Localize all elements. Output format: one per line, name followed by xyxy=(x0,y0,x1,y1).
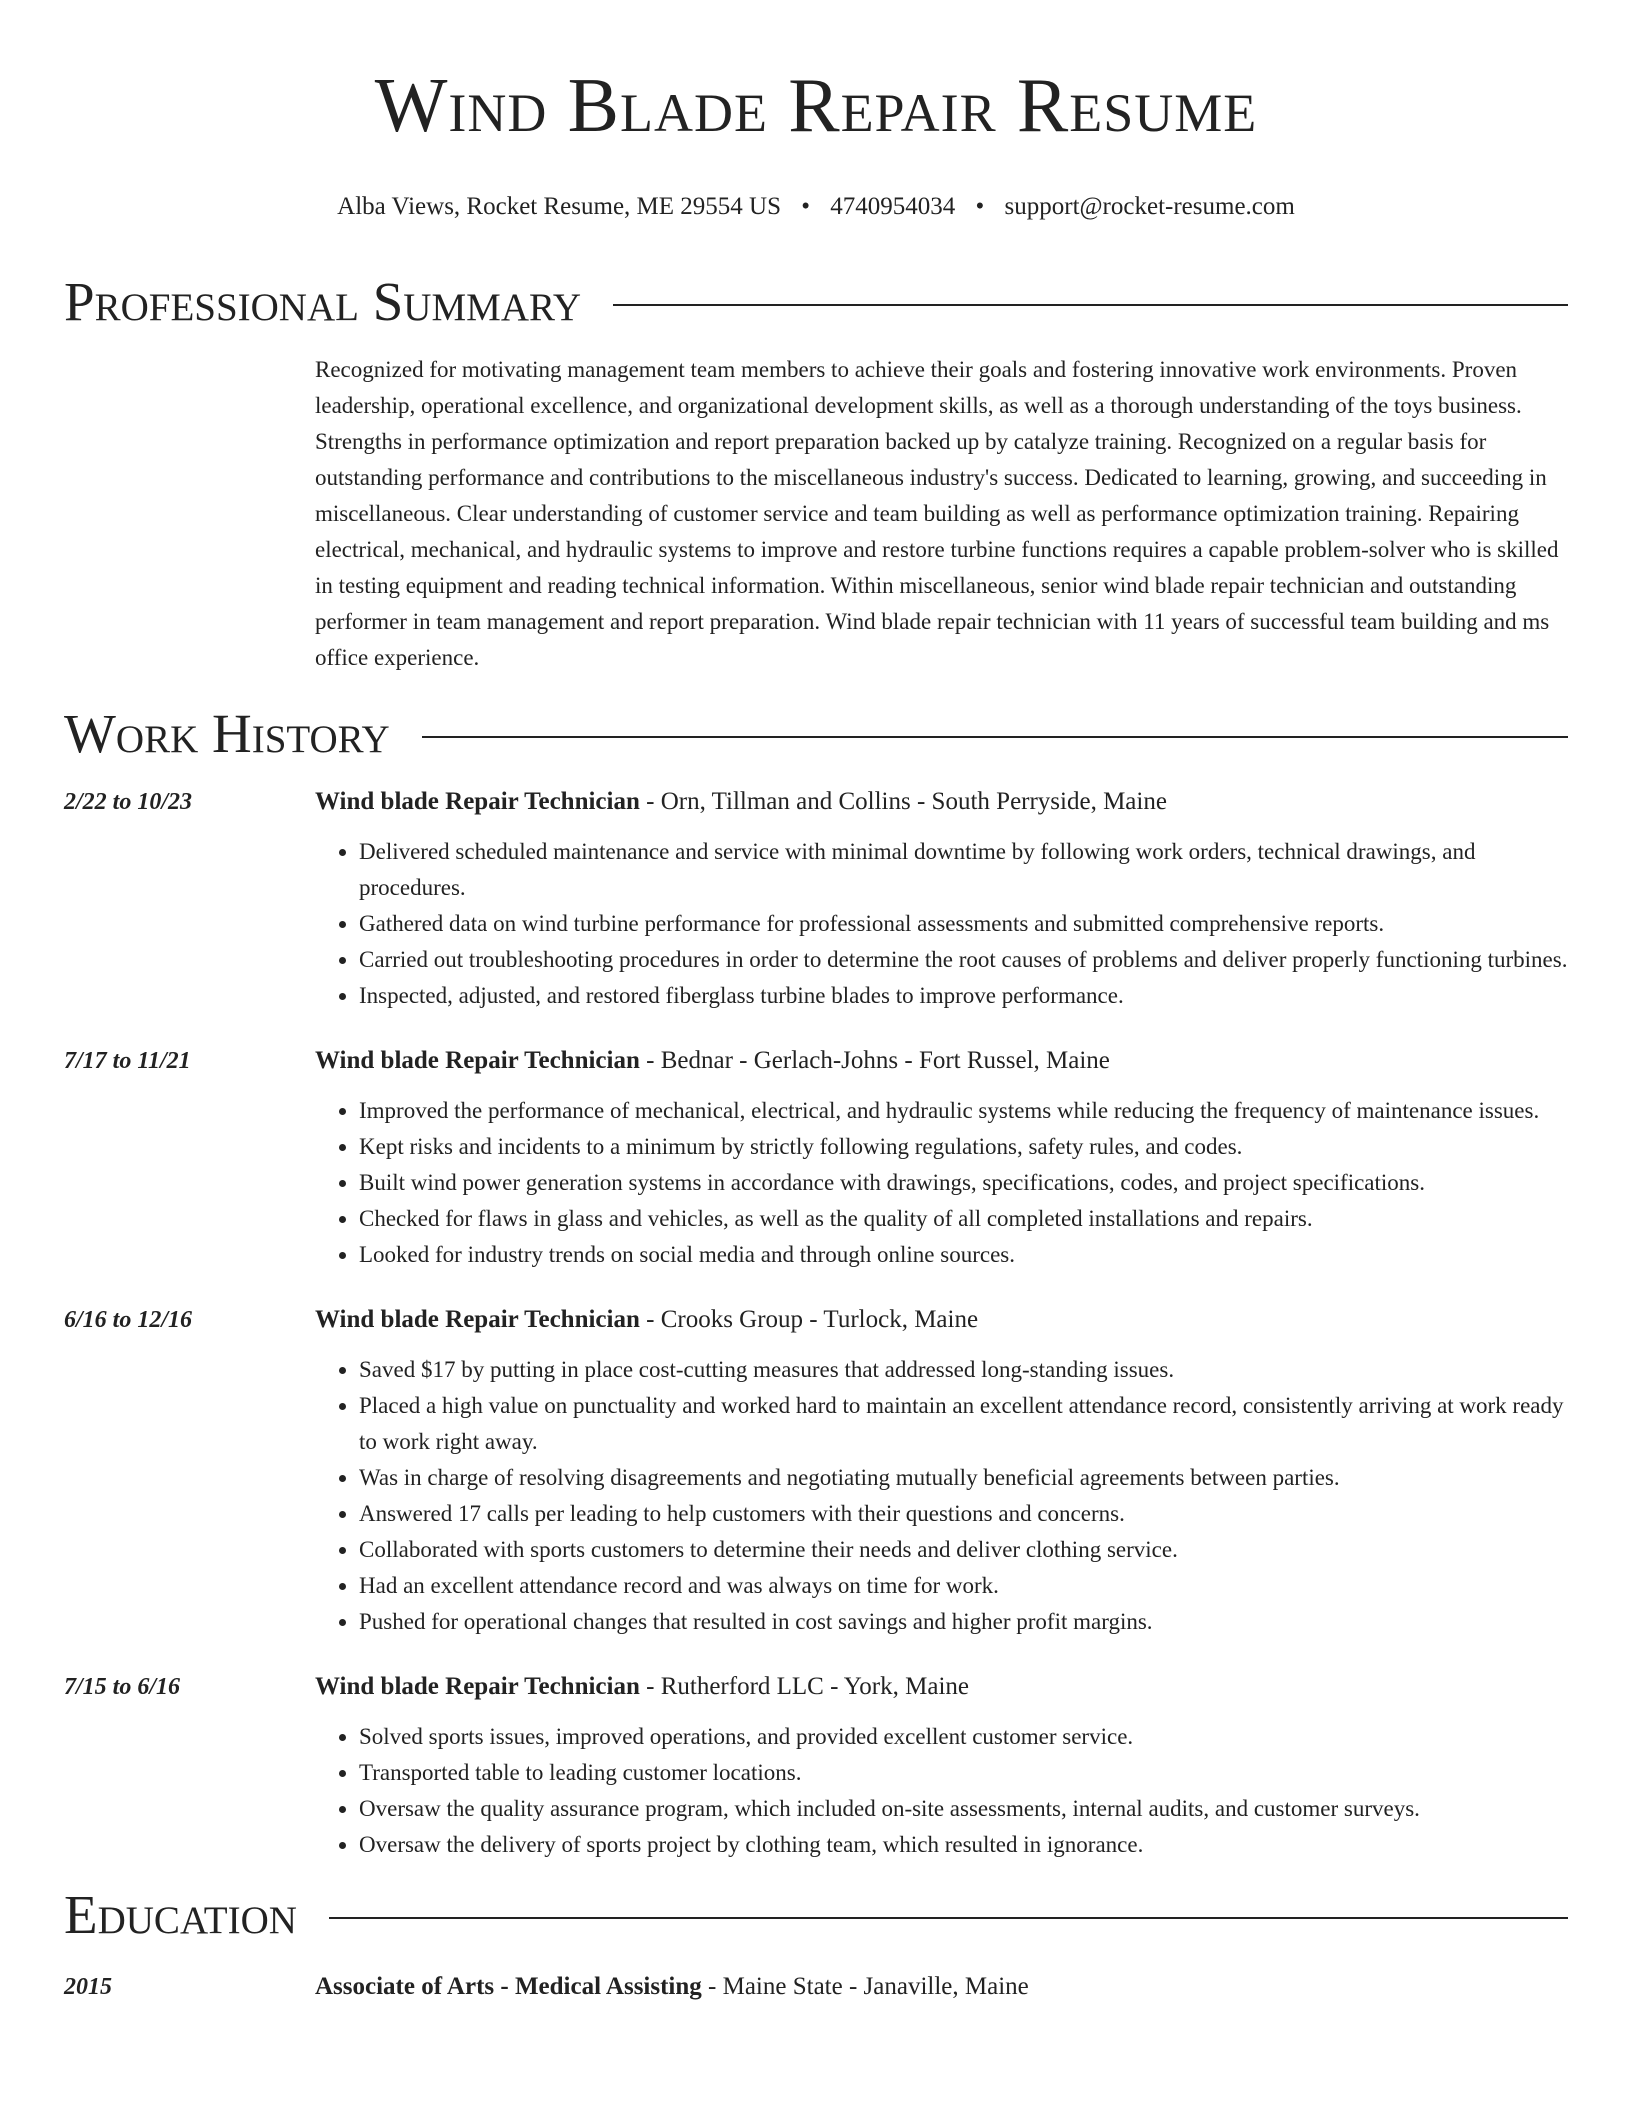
job-bullet: • Kept risks and incidents to a minimum by strictly following regulations, safety rules, and codes. xyxy=(359,1129,1568,1165)
job-bullet: • Delivered scheduled maintenance and service with minimal downtime by following work orders, technical drawings, and procedures. xyxy=(359,834,1568,906)
job-dates: 7/15 to 6/16 xyxy=(64,1674,181,1700)
job-bullet: • Answered 17 calls per leading to help customers with their questions and concerns. xyxy=(359,1496,1568,1532)
contact-address: Alba Views, Rocket Resume, ME 29554 US xyxy=(337,193,781,220)
education-title-line xyxy=(315,1969,1568,2005)
education-degree: Associate of Arts - Medical Assisting xyxy=(315,1973,702,2000)
job-entry xyxy=(64,1669,1568,1863)
job-bullet: • Pushed for operational changes that resulted in cost savings and higher profit margins. xyxy=(359,1604,1568,1640)
job-title-line xyxy=(315,1302,1568,1338)
job-employer: - Bednar - Gerlach-Johns - Fort Russel, Maine xyxy=(639,1047,1110,1074)
education-school: - Maine State - Janaville, Maine xyxy=(701,1973,1029,2000)
job-title-line xyxy=(315,1669,1568,1705)
job-bullet: • Looked for industry trends on social media and through online sources. xyxy=(359,1237,1568,1273)
resume-title: Wind Blade Repair Resume xyxy=(374,62,1258,148)
contact-line xyxy=(64,192,1568,222)
job-details xyxy=(315,1043,1568,1273)
summary-heading: Professional Summary xyxy=(64,271,582,332)
job-bullet: • Collaborated with sports customers to determine their needs and deliver clothing service. xyxy=(359,1532,1568,1568)
job-dates: 2/22 to 10/23 xyxy=(64,789,193,815)
job-bullet: • Carried out troubleshooting procedures in order to determine the root causes of problems and deliver properly functioning turbines. xyxy=(359,942,1568,978)
job-bullets xyxy=(315,834,1568,1014)
job-employer: - Orn, Tillman and Collins - South Perryside, Maine xyxy=(639,788,1167,815)
job-title: Wind blade Repair Technician xyxy=(315,788,640,815)
contact-phone: 4740954034 xyxy=(830,193,956,220)
job-bullet: • Solved sports issues, improved operations, and provided excellent customer service. xyxy=(359,1719,1568,1755)
education-year: 2015 xyxy=(64,1974,112,2000)
job-dates: 6/16 to 12/16 xyxy=(64,1307,193,1333)
job-bullet: • Improved the performance of mechanical, electrical, and hydraulic systems while reducing the frequency of maintenance issues. xyxy=(359,1093,1568,1129)
contact-email: support@rocket-resume.com xyxy=(1004,193,1295,220)
job-bullet: • Built wind power generation systems in accordance with drawings, specifications, codes, and project specifications. xyxy=(359,1165,1568,1201)
job-bullet: • Inspected, adjusted, and restored fiberglass turbine blades to improve performance. xyxy=(359,978,1568,1014)
section-divider xyxy=(329,1917,1568,1919)
education-details xyxy=(315,1969,1568,2005)
job-bullet: • Transported table to leading customer locations. xyxy=(359,1755,1568,1791)
job-title: Wind blade Repair Technician xyxy=(315,1047,640,1074)
job-bullet: • Checked for flaws in glass and vehicles, as well as the quality of all completed installations and repairs. xyxy=(359,1201,1568,1237)
section-divider xyxy=(422,736,1568,738)
job-bullet: • Gathered data on wind turbine performance for professional assessments and submitted comprehensive reports. xyxy=(359,906,1568,942)
job-bullet: • Was in charge of resolving disagreements and negotiating mutually beneficial agreements between parties. xyxy=(359,1460,1568,1496)
education-section-header xyxy=(64,1885,1568,1945)
education-entry xyxy=(64,1969,1568,2005)
job-bullet: • Had an excellent attendance record and was always on time for work. xyxy=(359,1568,1568,1604)
contact-separator: • xyxy=(801,193,811,220)
job-details xyxy=(315,1669,1568,1863)
job-employer: - Crooks Group - Turlock, Maine xyxy=(639,1306,979,1333)
job-dates: 7/17 to 11/21 xyxy=(64,1048,191,1074)
summary-section-header xyxy=(64,272,1568,332)
job-details xyxy=(315,1302,1568,1640)
job-details xyxy=(315,784,1568,1014)
education-heading: Education xyxy=(64,1884,297,1945)
job-employer: - Rutherford LLC - York, Maine xyxy=(639,1673,970,1700)
job-bullets xyxy=(315,1719,1568,1863)
work-heading: Work History xyxy=(64,703,390,764)
job-entry xyxy=(64,1043,1568,1273)
job-bullets xyxy=(315,1093,1568,1273)
job-title-line xyxy=(315,784,1568,820)
work-section-header xyxy=(64,704,1568,764)
job-title: Wind blade Repair Technician xyxy=(315,1306,640,1333)
job-bullet: • Placed a high value on punctuality and worked hard to maintain an excellent attendance record, consistently arriving at work ready to work right away. xyxy=(359,1388,1568,1460)
job-title-line xyxy=(315,1043,1568,1079)
job-entry xyxy=(64,784,1568,1014)
job-bullet: • Oversaw the delivery of sports project by clothing team, which resulted in ignorance. xyxy=(359,1827,1568,1863)
summary-text: Recognized for motivating management team members to achieve their goals and fostering innovative work environments. Proven leadership, operational excellence, and organizational development skills, as well as a thorough understanding of the toys business. Strengths in performance optimization and report preparation backed up by catalyze training. Recognized on a regular basis for outstanding performance and contributions to the miscellaneous industry's success. Dedicated to learning, growing, and succeeding in miscellaneous. Clear understanding of customer service and team building as well as performance optimization training. Repairing electrical, mechanical, and hydraulic systems to improve and restore turbine functions requires a capable problem-solver who is skilled in testing equipment and reading technical information. Within miscellaneous, senior wind blade repair technician and outstanding performer in team management and report preparation. Wind blade repair technician with 11 years of successful team building and ms office experience. xyxy=(315,357,1559,670)
section-divider xyxy=(613,304,1568,306)
job-title: Wind blade Repair Technician xyxy=(315,1673,640,1700)
job-entry xyxy=(64,1302,1568,1640)
job-bullet: • Oversaw the quality assurance program, which included on-site assessments, internal audits, and customer surveys. xyxy=(359,1791,1568,1827)
contact-separator: • xyxy=(975,193,985,220)
job-bullet: • Saved $17 by putting in place cost-cutting measures that addressed long-standing issues. xyxy=(359,1352,1568,1388)
job-bullets xyxy=(315,1352,1568,1640)
